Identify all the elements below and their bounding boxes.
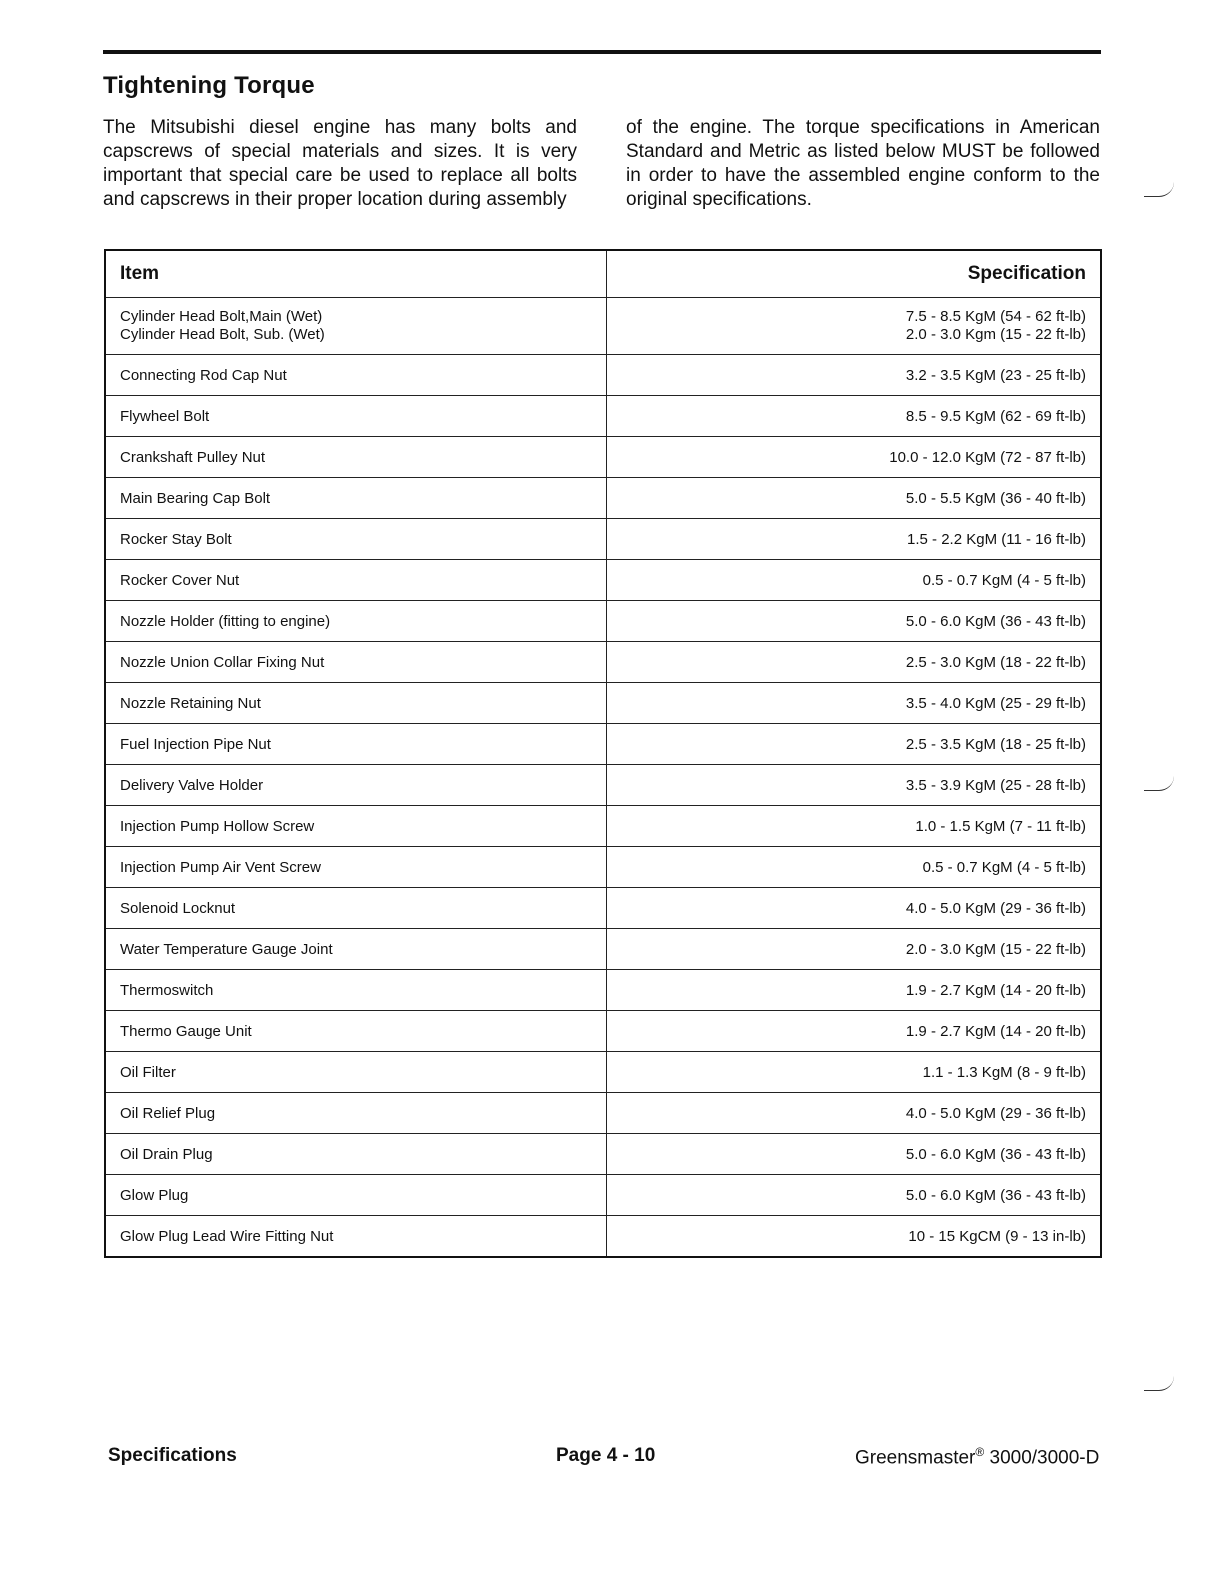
table-row: [105, 478, 1101, 519]
item-text: Cylinder Head Bolt,Main (Wet): [120, 308, 323, 325]
item-cell: Nozzle Holder (fitting to engine): [105, 601, 607, 642]
footer-model: 3000/3000-D: [984, 1447, 1100, 1469]
item-cell: Oil Filter: [105, 1052, 607, 1093]
item-cell: Thermoswitch: [105, 970, 607, 1011]
spec-cell: [607, 298, 1102, 355]
table-row: [105, 1175, 1101, 1216]
table-row: [105, 1011, 1101, 1052]
table-row: [105, 601, 1101, 642]
spec-cell: 5.0 - 6.0 KgM (36 - 43 ft-lb): [607, 1175, 1102, 1216]
spec-text-secondary: 2.0 - 3.0 Kgm (15 - 22 ft-lb): [905, 326, 1086, 343]
table-row: [105, 765, 1101, 806]
spec-cell: 1.9 - 2.7 KgM (14 - 20 ft-lb): [607, 970, 1102, 1011]
section-title: Tightening Torque: [103, 72, 315, 99]
item-cell: Connecting Rod Cap Nut: [105, 355, 607, 396]
spec-cell: 10 - 15 KgCM (9 - 13 in-lb): [607, 1216, 1102, 1258]
table-row: [105, 888, 1101, 929]
footer-section-name: Specifications: [108, 1445, 237, 1466]
margin-tick-mark: [1144, 182, 1174, 197]
table-row: [105, 519, 1101, 560]
spec-cell: 0.5 - 0.7 KgM (4 - 5 ft-lb): [607, 560, 1102, 601]
table-row: [105, 929, 1101, 970]
item-cell: Delivery Valve Holder: [105, 765, 607, 806]
item-cell: Solenoid Locknut: [105, 888, 607, 929]
spec-cell: 1.0 - 1.5 KgM (7 - 11 ft-lb): [607, 806, 1102, 847]
registered-mark: ®: [975, 1445, 985, 1459]
spec-text: 7.5 - 8.5 KgM (54 - 62 ft-lb): [905, 308, 1086, 325]
footer-brand: Greensmaster: [855, 1447, 976, 1469]
table-row: [105, 806, 1101, 847]
torque-spec-table: [104, 249, 1102, 1258]
table-body: [105, 298, 1101, 1258]
spec-cell: 8.5 - 9.5 KgM (62 - 69 ft-lb): [607, 396, 1102, 437]
table-row: [105, 683, 1101, 724]
spec-cell: 5.0 - 6.0 KgM (36 - 43 ft-lb): [607, 1134, 1102, 1175]
table-row: [105, 642, 1101, 683]
spec-cell: 3.5 - 4.0 KgM (25 - 29 ft-lb): [607, 683, 1102, 724]
spec-cell: 2.0 - 3.0 KgM (15 - 22 ft-lb): [607, 929, 1102, 970]
spec-cell: 2.5 - 3.5 KgM (18 - 25 ft-lb): [607, 724, 1102, 765]
item-cell: Rocker Stay Bolt: [105, 519, 607, 560]
margin-tick-mark: [1144, 776, 1174, 791]
item-cell: Injection Pump Air Vent Screw: [105, 847, 607, 888]
spec-cell: 1.9 - 2.7 KgM (14 - 20 ft-lb): [607, 1011, 1102, 1052]
table-header-row: [105, 250, 1101, 298]
table-row: [105, 437, 1101, 478]
item-cell: Water Temperature Gauge Joint: [105, 929, 607, 970]
item-cell: Glow Plug Lead Wire Fitting Nut: [105, 1216, 607, 1258]
item-cell: [105, 298, 607, 355]
spec-cell: 5.0 - 5.5 KgM (36 - 40 ft-lb): [607, 478, 1102, 519]
item-text-secondary: Cylinder Head Bolt, Sub. (Wet): [120, 326, 325, 343]
item-cell: Crankshaft Pulley Nut: [105, 437, 607, 478]
top-rule: [103, 50, 1101, 54]
table-row: [105, 396, 1101, 437]
item-cell: Glow Plug: [105, 1175, 607, 1216]
spec-cell: 4.0 - 5.0 KgM (29 - 36 ft-lb): [607, 888, 1102, 929]
table-row: [105, 847, 1101, 888]
item-cell: Thermo Gauge Unit: [105, 1011, 607, 1052]
spec-cell: 4.0 - 5.0 KgM (29 - 36 ft-lb): [607, 1093, 1102, 1134]
column-header-specification: Specification: [607, 250, 1102, 298]
item-cell: Nozzle Union Collar Fixing Nut: [105, 642, 607, 683]
item-cell: Main Bearing Cap Bolt: [105, 478, 607, 519]
table-row: [105, 298, 1101, 355]
footer-page-number: Page 4 - 10: [556, 1445, 656, 1466]
intro-paragraph-right: of the engine. The torque specifications in American Standard and Metric as listed below MUST be followed in order to have the assembled engine conform to the original specifications.: [626, 117, 1100, 210]
table-row: [105, 1093, 1101, 1134]
item-cell: Nozzle Retaining Nut: [105, 683, 607, 724]
table-row: [105, 560, 1101, 601]
spec-cell: 0.5 - 0.7 KgM (4 - 5 ft-lb): [607, 847, 1102, 888]
table-row: [105, 1052, 1101, 1093]
spec-cell: 1.1 - 1.3 KgM (8 - 9 ft-lb): [607, 1052, 1102, 1093]
item-cell: Injection Pump Hollow Screw: [105, 806, 607, 847]
spec-cell: 5.0 - 6.0 KgM (36 - 43 ft-lb): [607, 601, 1102, 642]
spec-cell: 3.5 - 3.9 KgM (25 - 28 ft-lb): [607, 765, 1102, 806]
spec-cell: 3.2 - 3.5 KgM (23 - 25 ft-lb): [607, 355, 1102, 396]
margin-tick-mark: [1144, 1376, 1174, 1391]
item-cell: Fuel Injection Pipe Nut: [105, 724, 607, 765]
item-cell: Flywheel Bolt: [105, 396, 607, 437]
column-header-item: Item: [105, 250, 607, 298]
intro-paragraph-left: The Mitsubishi diesel engine has many bolts and capscrews of special materials and sizes. It is very important that special care be used to replace all bolts and capscrews in their proper location during assembly: [103, 117, 577, 210]
spec-cell: 10.0 - 12.0 KgM (72 - 87 ft-lb): [607, 437, 1102, 478]
footer-product-name: [855, 1445, 1099, 1469]
table-row: [105, 1134, 1101, 1175]
item-cell: Rocker Cover Nut: [105, 560, 607, 601]
spec-cell: 2.5 - 3.0 KgM (18 - 22 ft-lb): [607, 642, 1102, 683]
table-row: [105, 355, 1101, 396]
item-cell: Oil Relief Plug: [105, 1093, 607, 1134]
table-row: [105, 724, 1101, 765]
table-row: [105, 1216, 1101, 1258]
spec-cell: 1.5 - 2.2 KgM (11 - 16 ft-lb): [607, 519, 1102, 560]
item-cell: Oil Drain Plug: [105, 1134, 607, 1175]
table-row: [105, 970, 1101, 1011]
